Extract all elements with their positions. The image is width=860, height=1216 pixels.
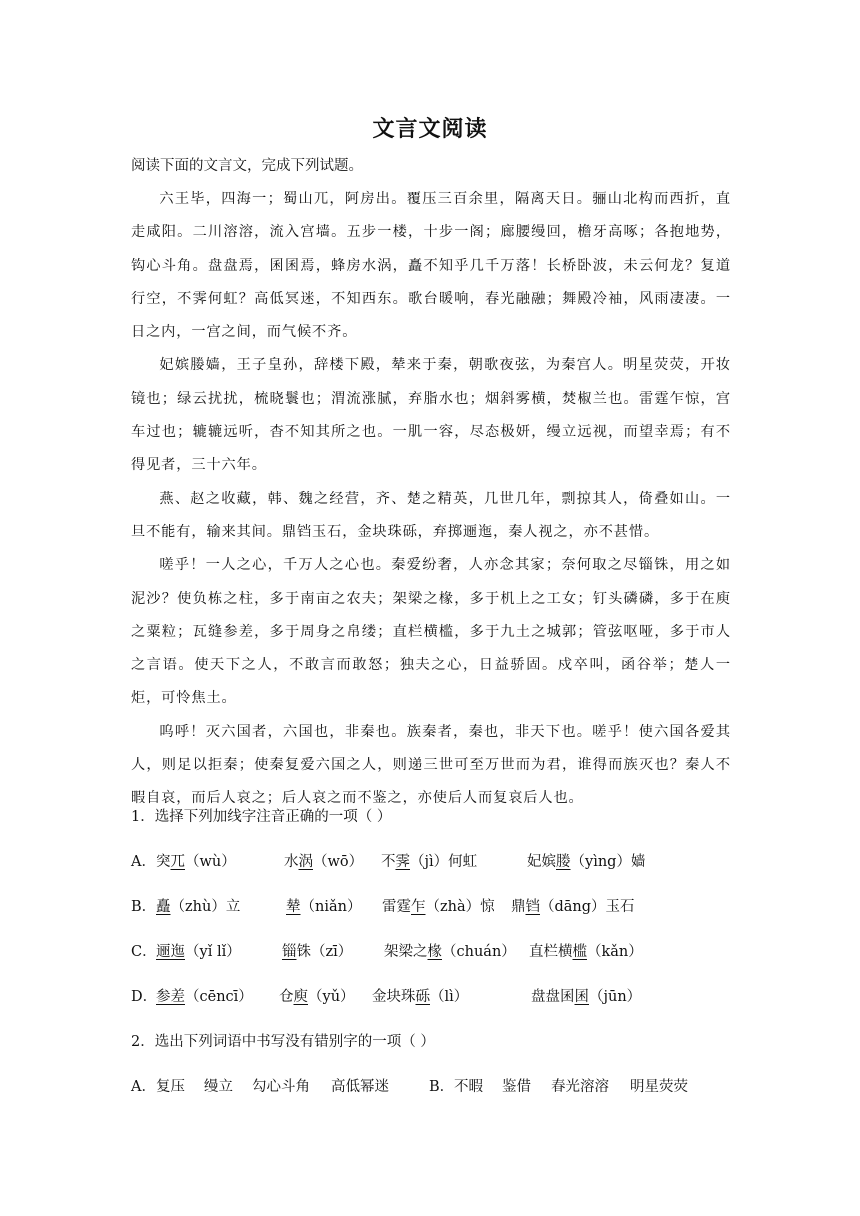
option-item: 仓庾（yǔ） xyxy=(279,989,355,1005)
option-label: C． xyxy=(131,944,157,960)
page-title: 文言文阅读 xyxy=(372,116,488,142)
option-item: 参差（cēncī） xyxy=(156,989,253,1005)
option-item: 突兀（wù） xyxy=(156,854,236,870)
passage-paragraph: 妃嫔媵嫱，王子皇孙，辞楼下殿，辇来于秦，朝歌夜弦，为秦宫人。明星荧荧，开妆镜也；绿云扰扰，梳晓鬟也；渭流涨腻，弃脂水也；烟斜雾横，焚椒兰也。雷霆乍惊，宫车过也；辘辘远听，杳不知其所之也。一肌一容，尽态极妍，缦立远视，而望幸焉；有不得见者，三十六年。 xyxy=(131,357,731,474)
option-label: B． xyxy=(131,899,157,915)
option-label: A． xyxy=(131,854,156,870)
question-1-stem: 1．选择下列加线字注音正确的一项（ ） xyxy=(131,809,392,825)
passage-paragraph: 燕、赵之收藏，韩、魏之经营，齐、楚之精英，几世几年，剽掠其人，倚叠如山。一旦不能有，输来其间。鼎铛玉石，金块珠砾，弃掷逦迤，秦人视之，亦不甚惜。 xyxy=(131,490,731,540)
option-item: 鼎铛（dāng）玉石 xyxy=(511,899,635,915)
question-2-stem: 2．选出下列词语中书写没有错别字的一项（ ） xyxy=(131,1034,435,1050)
classical-passage xyxy=(131,183,731,816)
option-item: 雷霆乍（zhà）惊 xyxy=(382,899,495,915)
passage-paragraph: 呜呼！灭六国者，六国也，非秦也。族秦者，秦也，非天下也。嗟乎！使六国各爱其人，则足以拒秦；使秦复爱六国之人，则递三世可至万世而为君，谁得而族灭也？秦人不暇自哀，而后人哀之；后人哀之而不鉴之，亦使后人而复哀后人也。 xyxy=(131,723,731,807)
option-item: 逦迤（yǐ lǐ） xyxy=(156,944,241,960)
option-item: 直栏横槛（kǎn） xyxy=(529,944,643,960)
question-1-option-c xyxy=(131,940,751,962)
question-1-option-a xyxy=(131,850,751,872)
option-word: 缦立 xyxy=(204,1079,233,1095)
question-1-option-b xyxy=(131,895,751,917)
option-word: 高低幂迷 xyxy=(331,1079,389,1095)
passage-paragraph: 嗟乎！一人之心，千万人之心也。秦爱纷奢，人亦念其家；奈何取之尽锱铢，用之如泥沙？使负栋之柱，多于南亩之农夫；架梁之椽，多于机上之工女；钉头磷磷，多于在庾之粟粒；瓦缝参差，多于周身之帛缕；直栏横槛，多于九土之城郭；管弦呕哑，多于市人之言语。使天下之人，不敢言而敢怒；独夫之心，日益骄固。戍卒叫，函谷举；楚人一炬，可怜焦土。 xyxy=(131,557,731,707)
option-label: B． xyxy=(429,1079,455,1095)
option-word: 复压 xyxy=(156,1079,185,1095)
option-item: 锱铢（zī） xyxy=(282,944,353,960)
option-label: D． xyxy=(131,989,158,1005)
option-label: A． xyxy=(131,1079,156,1095)
option-item: 妃嫔媵（yìng）嫱 xyxy=(527,854,646,870)
option-item: 矗（zhù）立 xyxy=(156,899,241,915)
option-word: 勾心斗角 xyxy=(252,1079,310,1095)
question-2-options xyxy=(131,1075,751,1097)
option-item: 不霁（jì）何虹 xyxy=(381,854,478,870)
option-item: 辇（niǎn） xyxy=(286,899,362,915)
option-word: 不暇 xyxy=(454,1079,483,1095)
option-item: 水涡（wō） xyxy=(284,854,364,870)
option-item: 盘盘囷囷（jūn） xyxy=(531,989,642,1005)
option-word: 明星荧荧 xyxy=(630,1079,688,1095)
option-word: 鉴借 xyxy=(502,1079,531,1095)
option-item: 金块珠砾（lì） xyxy=(372,989,469,1005)
option-item: 架梁之椽（chuán） xyxy=(384,944,516,960)
option-word: 春光溶溶 xyxy=(551,1079,609,1095)
question-1-option-d xyxy=(131,985,751,1007)
reading-instruction: 阅读下面的文言文，完成下列试题。 xyxy=(131,158,363,174)
passage-paragraph: 六王毕，四海一；蜀山兀，阿房出。覆压三百余里，隔离天日。骊山北构而西折，直走咸阳。二川溶溶，流入宫墙。五步一楼，十步一阁；廊腰缦回，檐牙高啄；各抱地势，钩心斗角。盘盘焉，囷囷焉，蜂房水涡，矗不知乎几千万落！长桥卧波，未云何龙？复道行空，不霁何虹？高低冥迷，不知西东。歌台暖响，春光融融；舞殿冷袖，风雨凄凄。一日之内，一宫之间，而气候不齐。 xyxy=(131,191,731,341)
